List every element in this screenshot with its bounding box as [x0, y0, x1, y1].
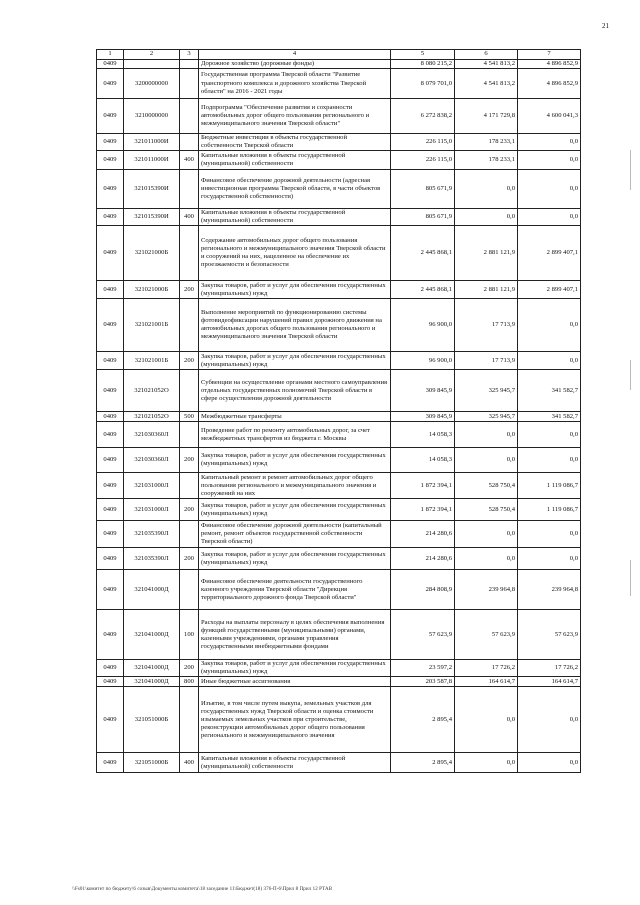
- target-article-cell: 321041000Д: [124, 610, 180, 660]
- target-article-cell: 321021052О: [124, 370, 180, 412]
- expense-type-cell: 200: [180, 660, 199, 677]
- amount-2021-cell: 4 896 852,9: [518, 69, 581, 99]
- amount-2019-cell: 96 900,0: [391, 299, 455, 352]
- amount-2019-cell: 805 671,9: [391, 170, 455, 209]
- amount-2021-cell: 341 582,7: [518, 412, 581, 422]
- expense-type-cell: 400: [180, 209, 199, 226]
- amount-2021-cell: 164 614,7: [518, 677, 581, 687]
- section-cell: 0409: [97, 226, 124, 281]
- table-row: [97, 687, 581, 753]
- name-cell: Финансовое обеспечение деятельности государственного казенного учреждения Тверской области "Дирекция территориального дорожного фонда Тверской области": [199, 570, 391, 610]
- name-cell: Капитальные вложения в объекты государственной (муниципальной) собственности: [199, 151, 391, 170]
- amount-2021-cell: 0,0: [518, 687, 581, 753]
- expense-type-cell: [180, 60, 199, 69]
- section-cell: 0409: [97, 660, 124, 677]
- expense-type-cell: 200: [180, 499, 199, 521]
- target-article-cell: 321035390Л: [124, 548, 180, 570]
- expense-type-cell: 200: [180, 548, 199, 570]
- expense-type-cell: [180, 473, 199, 499]
- section-cell: 0409: [97, 69, 124, 99]
- table-row: [97, 370, 581, 412]
- target-article-cell: 3200000000: [124, 69, 180, 99]
- amount-2020-cell: 0,0: [455, 521, 518, 548]
- amount-2020-cell: 57 623,9: [455, 610, 518, 660]
- amount-2021-cell: 0,0: [518, 422, 581, 448]
- amount-2019-cell: 309 845,9: [391, 370, 455, 412]
- amount-2019-cell: 23 597,2: [391, 660, 455, 677]
- page-number: 21: [602, 22, 609, 30]
- name-cell: Закупка товаров, работ и услуг для обеспечения государственных (муниципальных) нужд: [199, 548, 391, 570]
- name-cell: Закупка товаров, работ и услуг для обеспечения государственных (муниципальных) нужд: [199, 281, 391, 299]
- table-row: [97, 134, 581, 151]
- section-cell: 0409: [97, 521, 124, 548]
- amount-2019-cell: 226 115,0: [391, 151, 455, 170]
- amount-2021-cell: 17 726,2: [518, 660, 581, 677]
- amount-2021-cell: 0,0: [518, 209, 581, 226]
- margin-mark: [630, 560, 631, 596]
- amount-2021-cell: 2 899 407,1: [518, 226, 581, 281]
- name-cell: Дорожное хозяйство (дорожные фонды): [199, 60, 391, 69]
- section-cell: 0409: [97, 412, 124, 422]
- header-row: [97, 50, 581, 60]
- table-row: [97, 299, 581, 352]
- amount-2021-cell: 0,0: [518, 352, 581, 370]
- amount-2021-cell: 1 119 086,7: [518, 499, 581, 521]
- target-article-cell: 321035390Л: [124, 521, 180, 548]
- amount-2020-cell: 17 726,2: [455, 660, 518, 677]
- amount-2021-cell: 0,0: [518, 448, 581, 473]
- expense-type-cell: 200: [180, 281, 199, 299]
- amount-2019-cell: 2 445 868,1: [391, 226, 455, 281]
- target-article-cell: 321051000Б: [124, 687, 180, 753]
- amount-2019-cell: 1 872 394,1: [391, 473, 455, 499]
- expense-type-cell: 400: [180, 753, 199, 773]
- name-cell: Закупка товаров, работ и услуг для обеспечения государственных (муниципальных) нужд: [199, 660, 391, 677]
- table-row: [97, 209, 581, 226]
- table-row: [97, 677, 581, 687]
- table-row: [97, 473, 581, 499]
- expense-type-cell: [180, 687, 199, 753]
- amount-2021-cell: 1 119 086,7: [518, 473, 581, 499]
- amount-2019-cell: 805 671,9: [391, 209, 455, 226]
- target-article-cell: [124, 60, 180, 69]
- name-cell: Межбюджетные трансферты: [199, 412, 391, 422]
- amount-2019-cell: 1 872 394,1: [391, 499, 455, 521]
- amount-2020-cell: 2 881 121,9: [455, 281, 518, 299]
- expense-type-cell: 200: [180, 352, 199, 370]
- section-cell: 0409: [97, 499, 124, 521]
- section-cell: 0409: [97, 134, 124, 151]
- amount-2021-cell: 4 896 852,9: [518, 60, 581, 69]
- target-article-cell: 321051000Б: [124, 753, 180, 773]
- expense-type-cell: [180, 370, 199, 412]
- target-article-cell: 321030360Л: [124, 448, 180, 473]
- target-article-cell: 321021052О: [124, 412, 180, 422]
- table-row: [97, 422, 581, 448]
- section-cell: 0409: [97, 570, 124, 610]
- table-row: [97, 753, 581, 773]
- table-row: [97, 69, 581, 99]
- target-article-cell: 321031000Л: [124, 473, 180, 499]
- amount-2020-cell: 17 713,9: [455, 352, 518, 370]
- amount-2020-cell: 325 945,7: [455, 370, 518, 412]
- amount-2021-cell: 239 964,8: [518, 570, 581, 610]
- name-cell: Содержание автомобильных дорог общего пользования регионального и межмуниципального значения Тверской области и сооружений на них, нацеленное на обеспечение их проезжаемости и безопасности: [199, 226, 391, 281]
- section-cell: 0409: [97, 473, 124, 499]
- target-article-cell: 321011000И: [124, 151, 180, 170]
- column-header: 2: [124, 50, 180, 60]
- amount-2020-cell: 528 750,4: [455, 473, 518, 499]
- amount-2020-cell: 4 541 813,2: [455, 60, 518, 69]
- expense-type-cell: [180, 521, 199, 548]
- column-header: 4: [199, 50, 391, 60]
- column-header: 5: [391, 50, 455, 60]
- section-cell: 0409: [97, 370, 124, 412]
- amount-2020-cell: 0,0: [455, 548, 518, 570]
- section-cell: 0409: [97, 299, 124, 352]
- budget-table: [96, 49, 581, 773]
- section-cell: 0409: [97, 448, 124, 473]
- target-article-cell: 321021001Б: [124, 352, 180, 370]
- target-article-cell: 321011000И: [124, 134, 180, 151]
- expense-type-cell: [180, 422, 199, 448]
- table-row: [97, 499, 581, 521]
- amount-2019-cell: 8 079 701,0: [391, 69, 455, 99]
- amount-2020-cell: 0,0: [455, 753, 518, 773]
- name-cell: Капитальные вложения в объекты государственной (муниципальной) собственности: [199, 753, 391, 773]
- section-cell: 0409: [97, 610, 124, 660]
- section-cell: 0409: [97, 677, 124, 687]
- amount-2019-cell: 2 895,4: [391, 753, 455, 773]
- name-cell: Финансовое обеспечение дорожной деятельности (капитальный ремонт, ремонт объектов государственной собственности Тверской области): [199, 521, 391, 548]
- section-cell: 0409: [97, 548, 124, 570]
- section-cell: 0409: [97, 352, 124, 370]
- section-cell: 0409: [97, 753, 124, 773]
- amount-2019-cell: 203 587,8: [391, 677, 455, 687]
- amount-2021-cell: 2 899 407,1: [518, 281, 581, 299]
- amount-2020-cell: 0,0: [455, 687, 518, 753]
- expense-type-cell: 200: [180, 448, 199, 473]
- name-cell: Закупка товаров, работ и услуг для обеспечения государственных (муниципальных) нужд: [199, 499, 391, 521]
- section-cell: 0409: [97, 170, 124, 209]
- amount-2021-cell: 0,0: [518, 548, 581, 570]
- amount-2019-cell: 14 058,3: [391, 448, 455, 473]
- section-cell: 0409: [97, 281, 124, 299]
- amount-2019-cell: 2 445 868,1: [391, 281, 455, 299]
- amount-2020-cell: 0,0: [455, 448, 518, 473]
- table-row: [97, 548, 581, 570]
- target-article-cell: 321021000Б: [124, 226, 180, 281]
- expense-type-cell: [180, 226, 199, 281]
- amount-2019-cell: 226 115,0: [391, 134, 455, 151]
- expense-type-cell: [180, 99, 199, 134]
- amount-2021-cell: 0,0: [518, 753, 581, 773]
- amount-2019-cell: 57 623,9: [391, 610, 455, 660]
- name-cell: Капитальный ремонт и ремонт автомобильных дорог общего пользования регионального и межмуниципального значения и сооружений на них: [199, 473, 391, 499]
- amount-2019-cell: 214 280,6: [391, 548, 455, 570]
- amount-2020-cell: 164 614,7: [455, 677, 518, 687]
- column-header: 7: [518, 50, 581, 60]
- amount-2020-cell: 4 541 813,2: [455, 69, 518, 99]
- amount-2019-cell: 96 900,0: [391, 352, 455, 370]
- column-header: 3: [180, 50, 199, 60]
- amount-2020-cell: 239 964,8: [455, 570, 518, 610]
- amount-2020-cell: 0,0: [455, 170, 518, 209]
- amount-2019-cell: 8 080 215,2: [391, 60, 455, 69]
- column-header: 6: [455, 50, 518, 60]
- amount-2020-cell: 528 750,4: [455, 499, 518, 521]
- name-cell: Субвенции на осуществление органами местного самоуправления отдельных государственных полномочий Тверской области в сфере осуществления дорожной деятельности: [199, 370, 391, 412]
- amount-2020-cell: 178 233,1: [455, 151, 518, 170]
- table-row: [97, 570, 581, 610]
- amount-2021-cell: 341 582,7: [518, 370, 581, 412]
- amount-2020-cell: 17 713,9: [455, 299, 518, 352]
- expense-type-cell: 400: [180, 151, 199, 170]
- target-article-cell: 321041000Д: [124, 660, 180, 677]
- name-cell: Иные бюджетные ассигнования: [199, 677, 391, 687]
- expense-type-cell: [180, 570, 199, 610]
- amount-2021-cell: 0,0: [518, 521, 581, 548]
- margin-mark: [630, 360, 631, 390]
- table-row: [97, 521, 581, 548]
- amount-2019-cell: 2 895,4: [391, 687, 455, 753]
- table-row: [97, 412, 581, 422]
- name-cell: Проведение работ по ремонту автомобильных дорог, за счет межбюджетных трансфертов из бюджета г. Москвы: [199, 422, 391, 448]
- table-row: [97, 352, 581, 370]
- expense-type-cell: [180, 134, 199, 151]
- table-row: [97, 226, 581, 281]
- amount-2021-cell: 0,0: [518, 299, 581, 352]
- name-cell: Государственная программа Тверской области "Развитие транспортного комплекса и дорожного хозяйства Тверской области" на 2016 - 2021 годы: [199, 69, 391, 99]
- amount-2020-cell: 325 945,7: [455, 412, 518, 422]
- name-cell: Капитальные вложения в объекты государственной (муниципальной) собственности: [199, 209, 391, 226]
- column-header: 1: [97, 50, 124, 60]
- name-cell: Расходы на выплаты персоналу в целях обеспечения выполнения функций государственными (муниципальными) органами, казенными учреждениями, органами управления государственными внебюджетными фондами: [199, 610, 391, 660]
- amount-2019-cell: 309 845,9: [391, 412, 455, 422]
- table-row: [97, 281, 581, 299]
- expense-type-cell: 800: [180, 677, 199, 687]
- amount-2020-cell: 4 171 729,8: [455, 99, 518, 134]
- target-article-cell: 321021000Б: [124, 281, 180, 299]
- expense-type-cell: [180, 170, 199, 209]
- amount-2020-cell: 0,0: [455, 209, 518, 226]
- name-cell: Закупка товаров, работ и услуг для обеспечения государственных (муниципальных) нужд: [199, 448, 391, 473]
- amount-2021-cell: 0,0: [518, 134, 581, 151]
- section-cell: 0409: [97, 687, 124, 753]
- target-article-cell: 321030360Л: [124, 422, 180, 448]
- amount-2021-cell: 57 623,9: [518, 610, 581, 660]
- table-row: [97, 170, 581, 209]
- table-row: [97, 60, 581, 69]
- section-cell: 0409: [97, 209, 124, 226]
- target-article-cell: 321015390И: [124, 209, 180, 226]
- amount-2021-cell: 4 600 041,3: [518, 99, 581, 134]
- section-cell: 0409: [97, 422, 124, 448]
- section-cell: 0409: [97, 99, 124, 134]
- expense-type-cell: [180, 69, 199, 99]
- target-article-cell: 321021001Б: [124, 299, 180, 352]
- amount-2021-cell: 0,0: [518, 170, 581, 209]
- name-cell: Выполнение мероприятий по функционированию системы фотовидеофиксации нарушений правил дорожного движения на автомобильных дорогах общего пользования регионального и межмуниципального значения Тверской области: [199, 299, 391, 352]
- amount-2019-cell: 14 058,3: [391, 422, 455, 448]
- amount-2020-cell: 0,0: [455, 422, 518, 448]
- target-article-cell: 321031000Л: [124, 499, 180, 521]
- target-article-cell: 3210000000: [124, 99, 180, 134]
- amount-2019-cell: 284 808,9: [391, 570, 455, 610]
- section-cell: 0409: [97, 60, 124, 69]
- amount-2020-cell: 178 233,1: [455, 134, 518, 151]
- amount-2019-cell: 214 280,6: [391, 521, 455, 548]
- target-article-cell: 321015390И: [124, 170, 180, 209]
- amount-2021-cell: 0,0: [518, 151, 581, 170]
- table-row: [97, 151, 581, 170]
- file-path-footer: \\Fs01\комитет по бюджету\6 созыв\Документы комитета\18 заседание 11\Бюджет(18) 376-П-6\Прил 8 Прил 12 РТАВ: [72, 887, 333, 892]
- name-cell: Бюджетные инвестиции в объекты государственной собственности Тверской области: [199, 134, 391, 151]
- table-row: [97, 448, 581, 473]
- table-row: [97, 610, 581, 660]
- amount-2019-cell: 6 272 838,2: [391, 99, 455, 134]
- table-row: [97, 660, 581, 677]
- table-row: [97, 99, 581, 134]
- target-article-cell: 321041000Д: [124, 570, 180, 610]
- expense-type-cell: [180, 299, 199, 352]
- name-cell: Изъятие, в том числе путем выкупа, земельных участков для государственных нужд Тверской области и оценка стоимости изымаемых земельных участков при строительстве, реконструкции автомобильных дорог общего пользования регионального и межмуниципального значения: [199, 687, 391, 753]
- target-article-cell: 321041000Д: [124, 677, 180, 687]
- margin-mark: [630, 150, 631, 190]
- name-cell: Финансовое обеспечение дорожной деятельности (адресная инвестиционная программа Тверской области, в части объектов государственной собственности): [199, 170, 391, 209]
- name-cell: Подпрограмма "Обеспечение развития и сохранности автомобильных дорог общего пользования регионального и межмуниципального значения Тверской области": [199, 99, 391, 134]
- expense-type-cell: 100: [180, 610, 199, 660]
- expense-type-cell: 500: [180, 412, 199, 422]
- name-cell: Закупка товаров, работ и услуг для обеспечения государственных (муниципальных) нужд: [199, 352, 391, 370]
- section-cell: 0409: [97, 151, 124, 170]
- amount-2020-cell: 2 881 121,9: [455, 226, 518, 281]
